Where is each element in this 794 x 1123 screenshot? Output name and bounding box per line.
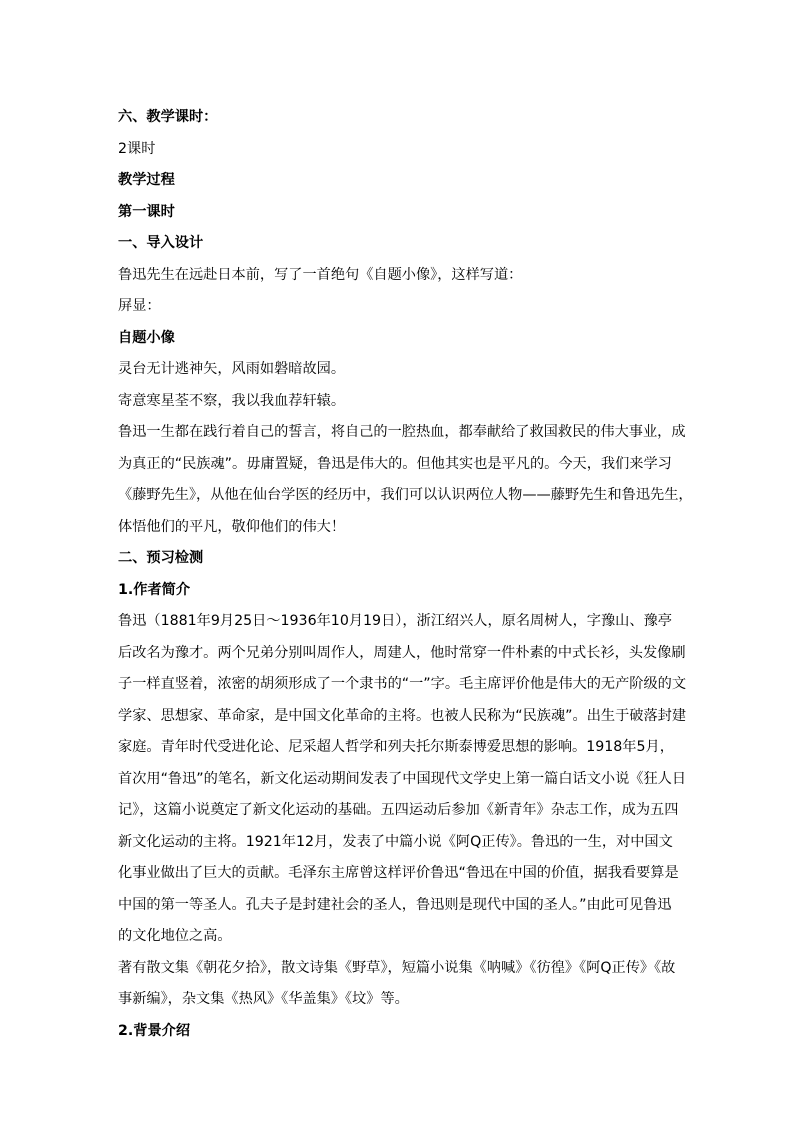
- poem-line: 寄意寒星荃不察，我以我血荐轩辕。: [118, 392, 346, 409]
- first-class-heading: 第一课时: [118, 203, 175, 220]
- background-heading: 2.背景介绍: [118, 1022, 191, 1039]
- paragraph-line: 家庭。青年时代受进化论、尼采超人哲学和列夫托尔斯泰博爱思想的影响。1918年5月，: [118, 739, 674, 755]
- paragraph-line: 子一样直竖着，浓密的胡须形成了一个隶书的“一”字。毛主席评价他是伟大的无产阶级的文: [118, 676, 687, 692]
- paragraph-line: 新文化运动的主将。1921年12月，发表了中篇小说《阿Q正传》。鲁迅的一生，对中国文: [118, 833, 673, 850]
- section6-heading: 六、教学课时：: [118, 109, 218, 125]
- author-heading: 1.作者简介: [118, 581, 191, 598]
- paragraph-line: 著有散文集《朝花夕拾》，散文诗集《野草》，短篇小说集《呐喊》《彷徨》《阿Q正传》《故: [118, 959, 676, 976]
- paragraph-line: 的文化地位之高。: [118, 928, 232, 944]
- paragraph-line: 鲁迅一生都在践行着自己的誓言，将自己的一腔热血，都奉献给了救国救民的伟大事业，成: [118, 424, 686, 440]
- paragraph-line: 鲁迅（1881年9月25日～1936年10月19日），浙江绍兴人，原名周树人，字豫山、豫亭: [118, 613, 672, 629]
- paragraph-line: 记》，这篇小说奠定了新文化运动的基础。五四运动后参加《新青年》杂志工作，成为五四: [118, 802, 679, 818]
- paragraph-line: 首次用“鲁迅”的笔名，新文化运动期间发表了中国现代文学史上第一篇白话文小说《狂人日: [118, 770, 687, 787]
- poem-title: 自题小像: [118, 329, 175, 346]
- poem-line: 灵台无计逃神矢，风雨如磐暗故园。: [118, 361, 346, 377]
- class-hours: 2课时: [118, 140, 156, 157]
- document-page: [118, 102, 693, 1047]
- preview-heading: 二、预习检测: [118, 550, 204, 566]
- intro-paragraph: [118, 417, 693, 543]
- paragraph-line: 《藤野先生》，从他在仙台学医的经历中，我们可以认识两位人物——藤野先生和鲁迅先生，: [118, 487, 693, 503]
- paragraph-line: 中国的第一等圣人。孔夫子是封建社会的圣人，鲁迅则是现代中国的圣人。”由此可见鲁迅: [118, 896, 672, 913]
- paragraph-line: 学家、思想家、革命家，是中国文化革命的主将。也被人民称为“民族魂”。出生于破落封建: [118, 707, 687, 724]
- paragraph-line: 体悟他们的平凡，敬仰他们的伟大！: [118, 518, 346, 535]
- intro-heading: 一、导入设计: [118, 235, 204, 251]
- intro-text: 鲁迅先生在远赴日本前，写了一首绝句《自题小像》，这样写道：: [118, 266, 523, 283]
- paragraph-line: 为真正的“民族魂”。毋庸置疑，鲁迅是伟大的。但他其实也是平凡的。今天，我们来学习: [118, 455, 672, 472]
- author-paragraph: [118, 606, 690, 953]
- paragraph-line: 事新编》，杂文集《热风》《华盖集》《坟》等。: [118, 991, 409, 1007]
- paragraph-line: 化事业做出了巨大的贡献。毛泽东主席曾这样评价鲁迅“鲁迅在中国的价值，据我看要算是: [118, 865, 679, 881]
- teaching-process-heading: 教学过程: [118, 172, 175, 188]
- works-paragraph: [118, 953, 690, 1016]
- screen-display-label: 屏显：: [118, 298, 161, 314]
- paragraph-line: 后改名为豫才。两个兄弟分别叫周作人，周建人，他时常穿一件朴素的中式长衫，头发像刷: [118, 644, 686, 661]
